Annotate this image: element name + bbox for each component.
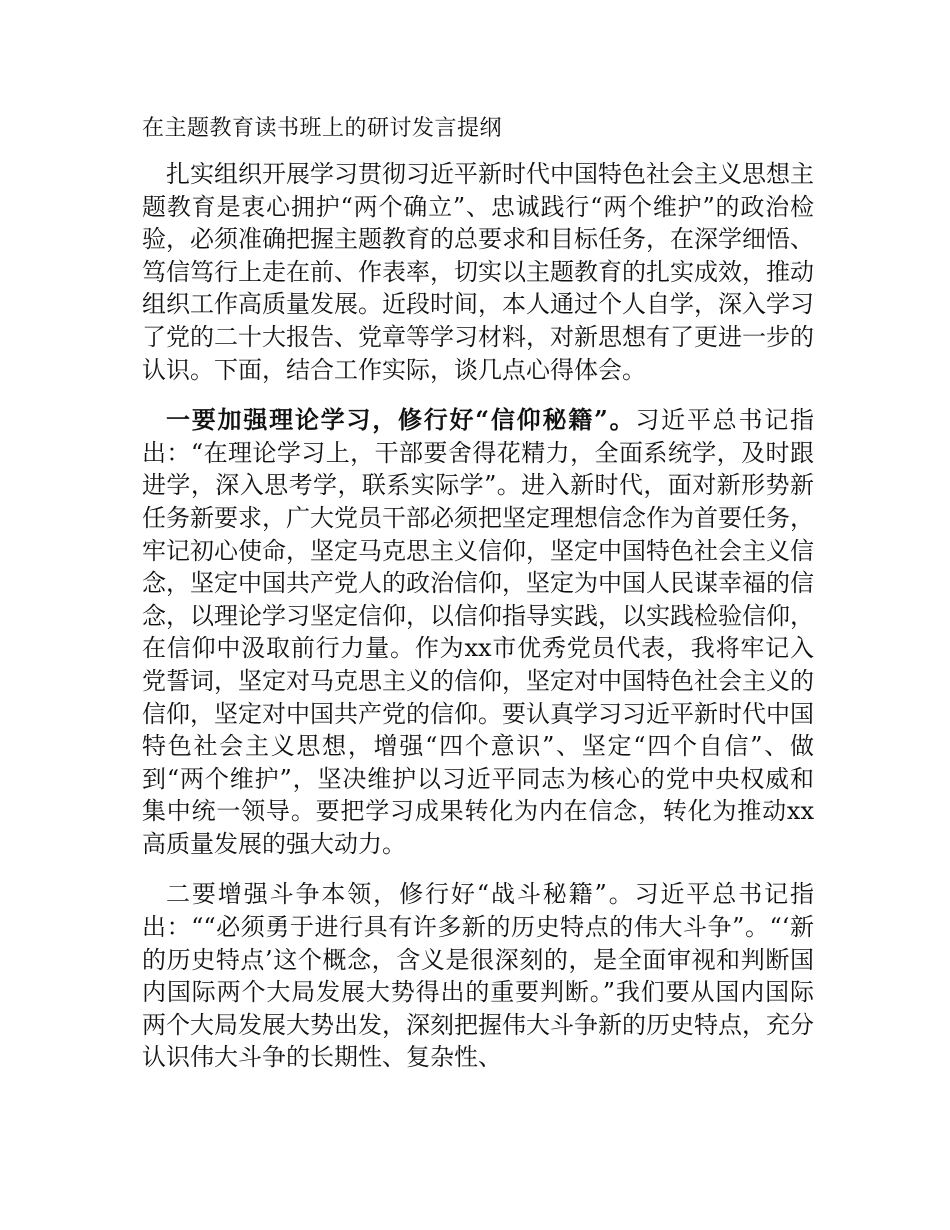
paragraph-text: 习近平总书记指出：“在理论学习上，干部要舍得花精力，全面系统学，及时跟进学，深入思考学，联系实际学”。进入新时代，面对新形势新任务新要求，广大党员干部必须把坚定理想信念作为首要任务，牢记初心使命，坚定马克思主义信仰，坚定中国特色社会主义信念，坚定中国共产党人的政治信仰，坚定为中国人民谋幸福的信念，以理论学习坚定信仰，以信仰指导实践，以实践检验信仰，在信仰中汲取前行力量。作为xx市优秀党员代表，我将牢记入党誓词，坚定对马克思主义的信仰，坚定对中国特色社会主义的信仰，坚定对中国共产党的信仰。要认真学习习近平新时代中国特色社会主义思想，增强“四个意识”、坚定“四个自信”、做到“两个维护”，坚决维护以习近平同志为核心的党中央权威和集中统一领导。要把学习成果转化为内在信念，转化为推动xx高质量发展的强大动力。 — [142, 406, 815, 858]
paragraph-text: 扎实组织开展学习贯彻习近平新时代中国特色社会主义思想主题教育是衷心拥护“两个确立”、忠诚践行“两个维护”的政治检验，必须准确把握主题教育的总要求和目标任务，在深学细悟、笃信笃行上走在前、作表率，切实以主题教育的扎实成效，推动组织工作高质量发展。近段时间，本人通过个人自学，深入学习了党的二十大报告、党章等学习材料，对新思想有了更进一步的认识。下面，结合工作实际，谈几点心得体会。 — [142, 160, 814, 384]
paragraph-point-one — [142, 404, 814, 860]
paragraph-intro — [142, 158, 814, 386]
document-body — [142, 112, 814, 1092]
paragraph-point-two — [142, 878, 814, 1074]
document-title: 在主题教育读书班上的研讨发言提纲 — [142, 116, 503, 141]
paragraph-text: 二要增强斗争本领，修行好“战斗秘籍”。习近平总书记指出：““必须勇于进行具有许多新的历史特点的伟大斗争”。“‘新的历史特点’这个概念，含义是很深刻的，是全面审视和判断国内国际两个大局发展大势得出的重要判断。”我们要从国内国际两个大局发展大势出发，深刻把握伟大斗争新的历史特点，充分认识伟大斗争的长期性、复杂性、 — [142, 880, 814, 1072]
paragraph-lead-heading: 一要加强理论学习，修行好“信仰秘籍”。 — [166, 405, 636, 435]
